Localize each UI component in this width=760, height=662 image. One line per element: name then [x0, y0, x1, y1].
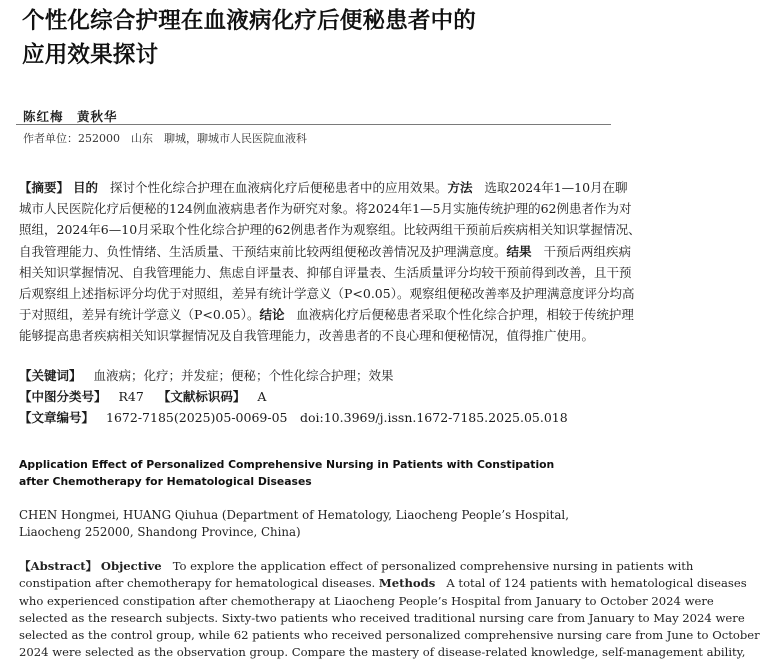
article-number-label: 【文章编号】: [19, 410, 95, 425]
english-authors: CHEN Hongmei, HUANG Qiuhua (Department of Hematology, Liaocheng People’s Hospital, Liaocheng 252000, Shandong Province, China): [19, 508, 569, 539]
article-number-row: [19, 408, 568, 426]
doc-code-value: A: [257, 389, 267, 404]
abstract-line: 2024 were selected as the observation group. Compare the mastery of disease-related knowledge, self-management ability,: [19, 645, 746, 660]
objective-label: Objective: [100, 559, 162, 573]
abstract-line: [19, 575, 747, 592]
abstract-text: 血液病化疗后便秘患者采取个性化综合护理，相较于传统护理: [296, 307, 634, 323]
abstract-line: 能够提高患者疾病相关知识掌握情况及自我管理能力，改善患者的不良心理和便秘情况，值得推广使用。: [19, 328, 595, 344]
clc-value: R47: [118, 389, 144, 404]
title-line-2: 应用效果探讨: [22, 42, 159, 68]
objective-label: 目的: [73, 180, 99, 195]
abstract-line: selected as the control group, while 62 patients who received personalized comprehensive nursing care from June to October: [19, 628, 760, 643]
conclusion-label: 结论: [259, 307, 285, 323]
methods-label: 方法: [447, 180, 473, 195]
abstract-line: 后观察组上述指标评分均优于对照组，差异有统计学意义（P<0.05）。观察组便秘改善率及护理满意度评分均高: [19, 286, 635, 302]
abstract-text: constipation after chemotherapy for hematological diseases.: [19, 576, 376, 591]
abstract-label: 【Abstract】: [19, 559, 98, 573]
abstract-label: 【摘要】: [19, 180, 70, 195]
abstract-line: [19, 177, 628, 198]
title-line-1: 个性化综合护理在血液病化疗后便秘患者中的: [22, 8, 477, 34]
keywords-value: 血液病；化疗；并发症；便秘；个性化综合护理；效果: [93, 368, 394, 383]
header-divider: [16, 124, 611, 125]
article-title: [22, 4, 592, 72]
keywords-row: [19, 366, 394, 384]
abstract-text: A total of 124 patients with hematological diseases: [446, 576, 747, 591]
doc-code-label: 【文献标识码】: [157, 389, 246, 404]
keywords-label: 【关键词】: [19, 368, 82, 383]
abstract-line: selected as the research subjects. Sixty-two patients who received traditional nursing care from January to May 2024 were: [19, 610, 745, 625]
abstract-text: 选取2024年1—10月在聊: [484, 180, 628, 195]
abstract-line: [19, 241, 631, 262]
abstract-line: [19, 304, 634, 325]
english-abstract: [19, 558, 760, 662]
english-title: Application Effect of Personalized Comprehensive Nursing in Patients with Constipation after Chemotherapy for Hematological Diseases: [19, 458, 555, 488]
abstract-text: To explore the application effect of personalized comprehensive nursing in patients with: [172, 559, 694, 573]
author-affiliation: 作者单位：252000 山东 聊城，聊城市人民医院血液科: [23, 132, 307, 145]
results-label: 结果: [506, 243, 532, 259]
author-names: 陈红梅 黄秋华: [23, 109, 118, 124]
abstract-line: who experienced constipation after chemotherapy at Liaocheng People’s Hospital from January to October 2024 were: [19, 593, 714, 608]
classification-row: [19, 387, 266, 405]
abstract-line: 照组，2024年6—10月采取个性化综合护理的62例患者作为观察组。比较两组干预前后疾病相关知识掌握情况、: [19, 222, 641, 238]
abstract-text: 于对照组，差异有统计学意义（P<0.05）。: [19, 307, 260, 323]
abstract-line: 相关知识掌握情况、自我管理能力、焦虑自评量表、抑郁自评量表、生活质量评分均较干预前得到改善，且干预: [19, 264, 632, 280]
abstract-text: 探讨个性化综合护理在血液病化疗后便秘患者中的应用效果。: [109, 180, 448, 195]
methods-label: Methods: [378, 576, 436, 591]
abstract-line: [19, 558, 694, 575]
abstract-text: 自我管理能力、负性情绪、生活质量、干预结束前比较两组便秘改善情况及护理满意度。: [19, 243, 507, 259]
abstract-text: 干预后两组疾病: [543, 243, 631, 259]
abstract-line: 城市人民医院化疗后便秘的124例血液病患者作为研究对象。将2024年1—5月实施传统护理的62例患者作为对: [19, 201, 632, 217]
chinese-abstract: [19, 177, 641, 347]
article-number-value: 1672-7185(2025)05-0069-05 doi:10.3969/j.issn.1672-7185.2025.05.018: [106, 410, 568, 425]
clc-label: 【中图分类号】: [19, 389, 107, 404]
